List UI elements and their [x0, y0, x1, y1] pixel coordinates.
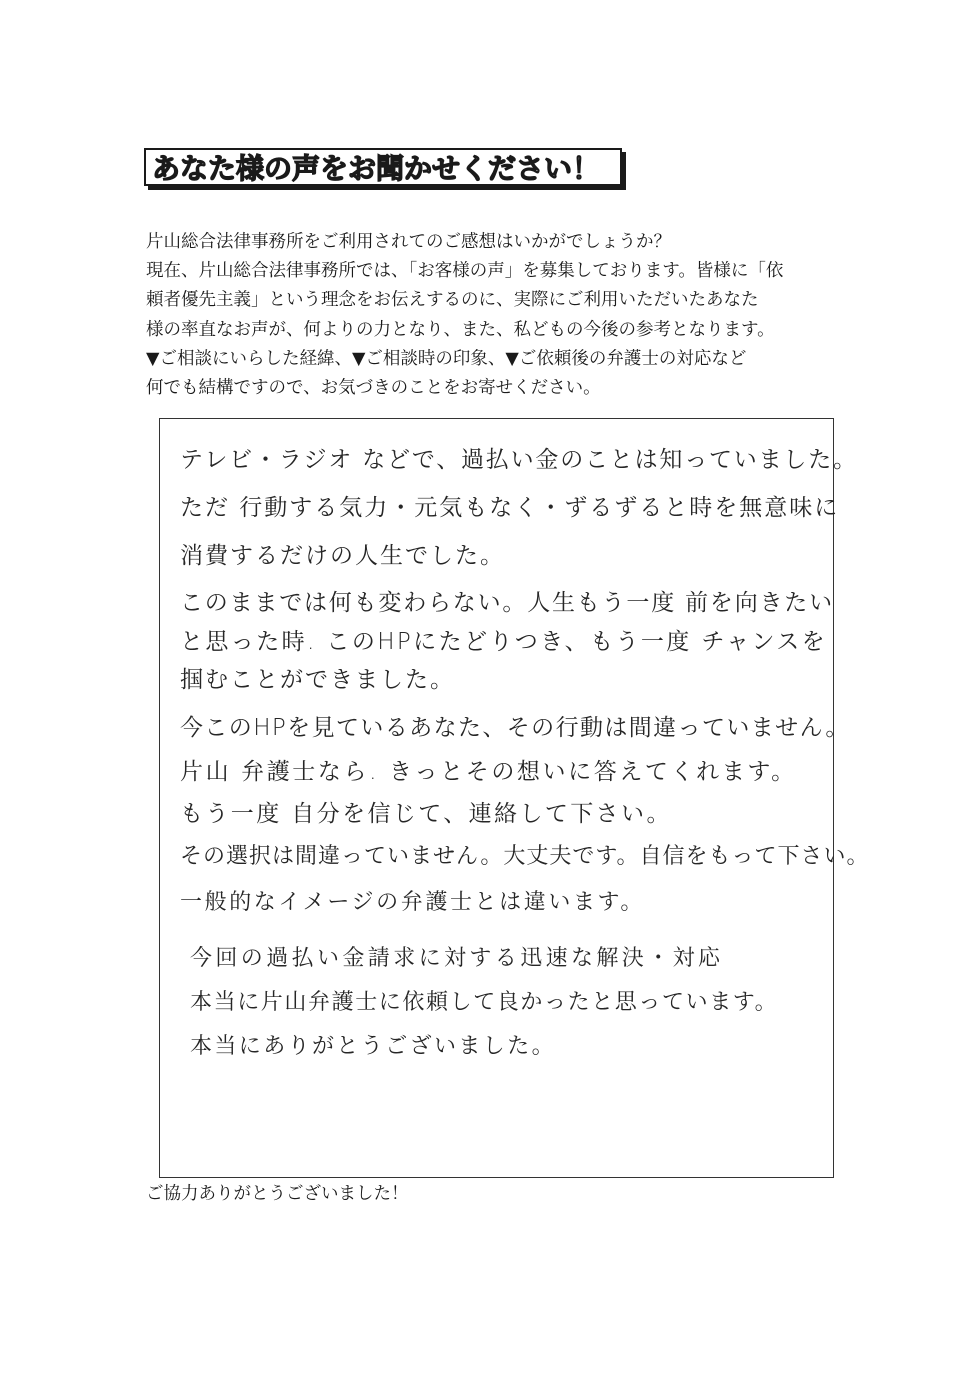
handwritten-line: 掴むことができました。 [180, 667, 455, 693]
handwritten-line: このままでは何も変わらない。人生もう一度 前を向きたい [180, 590, 834, 616]
handwritten-line: 本当にありがとうございました。 [190, 1034, 557, 1059]
handwritten-comment-box [159, 418, 870, 1178]
handwritten-line: 消費するだけの人生でした。 [180, 543, 505, 569]
closing-thanks: ご協力ありがとうございました！ [146, 1184, 409, 1204]
handwritten-line: 片山 弁護士なら. きっとその想いに答えてくれます。 [180, 759, 797, 785]
page-title: あなた様の声をお聞かせください！ [152, 152, 601, 185]
handwritten-line: テレビ・ラジオ などで、過払い金のことは知っていました。 [180, 447, 858, 473]
handwritten-line: その選択は間違っていません。大丈夫です。自信をもって下さい。 [180, 844, 870, 869]
intro-line: 片山総合法律事務所をご利用されてのご感想はいかがでしょうか？ [146, 232, 671, 252]
handwritten-line: 今回の過払い金請求に対する迅速な解決・対応 [190, 946, 724, 971]
intro-line: ▼ご相談にいらした経緯、▼ご相談時の印象、▼ご依頼後の弁護士の対応など [146, 348, 747, 369]
handwritten-line: 本当に片山弁護士に依頼して良かったと思っています。 [190, 990, 779, 1015]
handwritten-line: 一般的なイメージの弁護士とは違います。 [180, 890, 645, 915]
intro-line: 現在、片山総合法律事務所では、「お客様の声」を募集しております。皆様に「依 [146, 261, 784, 282]
heading-box [144, 148, 622, 186]
intro-paragraph [146, 228, 866, 403]
intro-line: 何でも結構ですので、お気づきのことをお寄せください。 [146, 377, 601, 398]
intro-line: 様の率直なお声が、何よりの力となり、また、私どもの今後の参考となります。 [146, 319, 775, 340]
handwritten-line: もう一度 自分を信じて、連絡して下さい。 [180, 801, 672, 827]
handwritten-line: 今このHPを見ているあなた、その行動は間違っていません。 [180, 715, 850, 741]
handwritten-line: ただ 行動する気力・元気もなく・ずるずると時を無意味に [180, 495, 840, 521]
handwritten-line: と思った時. このHPにたどりつき、もう一度 チャンスを [180, 629, 827, 655]
intro-line: 頼者優先主義」という理念をお伝えするのに、実際にご利用いただいたあなた [146, 290, 759, 311]
